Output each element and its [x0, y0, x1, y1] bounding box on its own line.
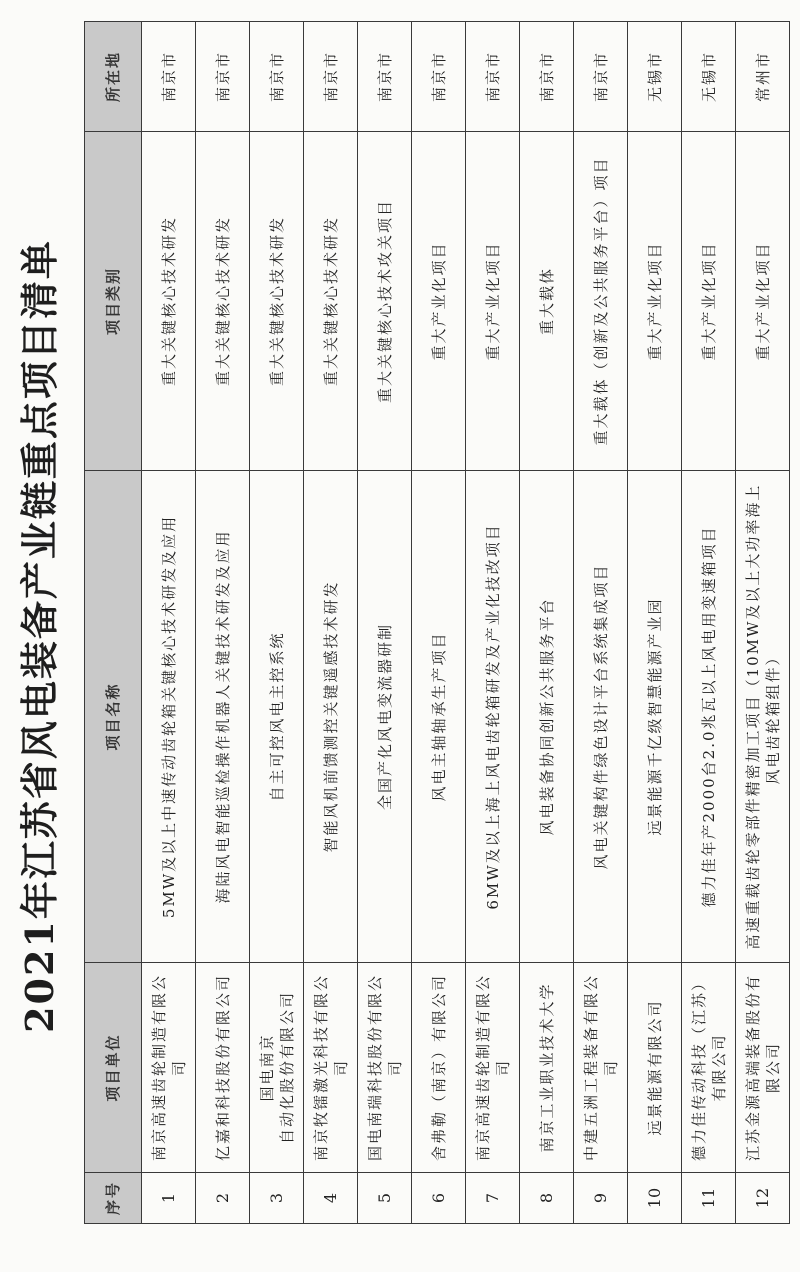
table-row [520, 22, 574, 1224]
table-row [412, 22, 466, 1224]
cell-category: 重大关键核心技术研发 [196, 132, 250, 471]
header-unit: 项目单位 [85, 963, 142, 1173]
cell-unit: 国电南京 自动化股份有限公司 [250, 963, 304, 1173]
table-row [142, 22, 196, 1224]
header-project-name: 项目名称 [85, 471, 142, 963]
cell-category: 重大载体（创新及公共服务平台）项目 [574, 132, 628, 471]
cell-location: 南京市 [250, 22, 304, 132]
cell-project-name: 远景能源千亿级智慧能源产业园 [628, 471, 682, 963]
table-row [250, 22, 304, 1224]
cell-seq: 9 [574, 1173, 628, 1224]
cell-project-name: 智能风机前馈测控关键遥感技术研发 [304, 471, 358, 963]
cell-unit: 南京高速齿轮制造有限公司 [466, 963, 520, 1173]
cell-seq: 11 [682, 1173, 736, 1224]
table-row [358, 22, 412, 1224]
cell-category: 重大载体 [520, 132, 574, 471]
header-seq: 序号 [85, 1173, 142, 1224]
cell-project-name: 5MW及以上中速传动齿轮箱关键核心技术研发及应用 [142, 471, 196, 963]
cell-category: 重大关键核心技术攻关项目 [358, 132, 412, 471]
table-row [628, 22, 682, 1224]
cell-project-name: 高速重载齿轮零部件精密加工项目（10MW及以上大功率海上风电齿轮箱组件） [736, 471, 790, 963]
table-row [574, 22, 628, 1224]
cell-location: 南京市 [466, 22, 520, 132]
table-row [304, 22, 358, 1224]
cell-project-name: 风电关键构件绿色设计平台系统集成项目 [574, 471, 628, 963]
table-row [736, 22, 790, 1224]
cell-unit: 远景能源有限公司 [628, 963, 682, 1173]
cell-unit: 亿嘉和科技股份有限公司 [196, 963, 250, 1173]
cell-unit: 德力佳传动科技（江苏）有限公司 [682, 963, 736, 1173]
cell-category: 重大产业化项目 [682, 132, 736, 471]
cell-seq: 10 [628, 1173, 682, 1224]
cell-unit: 南京高速齿轮制造有限公司 [142, 963, 196, 1173]
cell-project-name: 自主可控风电主控系统 [250, 471, 304, 963]
cell-location: 南京市 [574, 22, 628, 132]
cell-unit: 南京牧镭激光科技有限公司 [304, 963, 358, 1173]
cell-location: 无锡市 [628, 22, 682, 132]
cell-seq: 3 [250, 1173, 304, 1224]
cell-location: 南京市 [142, 22, 196, 132]
table-header-row [85, 22, 142, 1224]
cell-category: 重大产业化项目 [736, 132, 790, 471]
cell-project-name: 风电装备协同创新公共服务平台 [520, 471, 574, 963]
cell-category: 重大关键核心技术研发 [304, 132, 358, 471]
project-table [84, 21, 790, 1224]
cell-project-name: 海陆风电智能巡检操作机器人关键技术研发及应用 [196, 471, 250, 963]
cell-location: 南京市 [304, 22, 358, 132]
cell-unit: 舍弗勒（南京）有限公司 [412, 963, 466, 1173]
cell-seq: 2 [196, 1173, 250, 1224]
cell-project-name: 德力佳年产2000台2.0兆瓦以上风电用变速箱项目 [682, 471, 736, 963]
cell-location: 常州市 [736, 22, 790, 132]
cell-unit: 江苏金源高端装备股份有限公司 [736, 963, 790, 1173]
header-location: 所在地 [85, 22, 142, 132]
cell-category: 重大关键核心技术研发 [250, 132, 304, 471]
cell-project-name: 全国产化风电变流器研制 [358, 471, 412, 963]
cell-seq: 12 [736, 1173, 790, 1224]
cell-seq: 8 [520, 1173, 574, 1224]
cell-category: 重大产业化项目 [466, 132, 520, 471]
cell-unit: 南京工业职业技术大学 [520, 963, 574, 1173]
cell-unit: 国电南瑞科技股份有限公司 [358, 963, 412, 1173]
cell-seq: 1 [142, 1173, 196, 1224]
table-row [196, 22, 250, 1224]
cell-seq: 5 [358, 1173, 412, 1224]
cell-location: 南京市 [196, 22, 250, 132]
header-category: 项目类别 [85, 132, 142, 471]
cell-seq: 7 [466, 1173, 520, 1224]
cell-location: 南京市 [412, 22, 466, 132]
cell-unit: 中建五洲工程装备有限公司 [574, 963, 628, 1173]
cell-category: 重大产业化项目 [628, 132, 682, 471]
cell-location: 南京市 [358, 22, 412, 132]
document-title: 2021年江苏省风电装备产业链重点项目清单 [17, 239, 62, 1033]
cell-location: 南京市 [520, 22, 574, 132]
cell-seq: 4 [304, 1173, 358, 1224]
table-row [682, 22, 736, 1224]
cell-project-name: 风电主轴轴承生产项目 [412, 471, 466, 963]
cell-seq: 6 [412, 1173, 466, 1224]
cell-location: 无锡市 [682, 22, 736, 132]
cell-category: 重大关键核心技术研发 [142, 132, 196, 471]
cell-project-name: 6MW及以上海上风电齿轮箱研发及产业化技改项目 [466, 471, 520, 963]
table-row [466, 22, 520, 1224]
cell-category: 重大产业化项目 [412, 132, 466, 471]
